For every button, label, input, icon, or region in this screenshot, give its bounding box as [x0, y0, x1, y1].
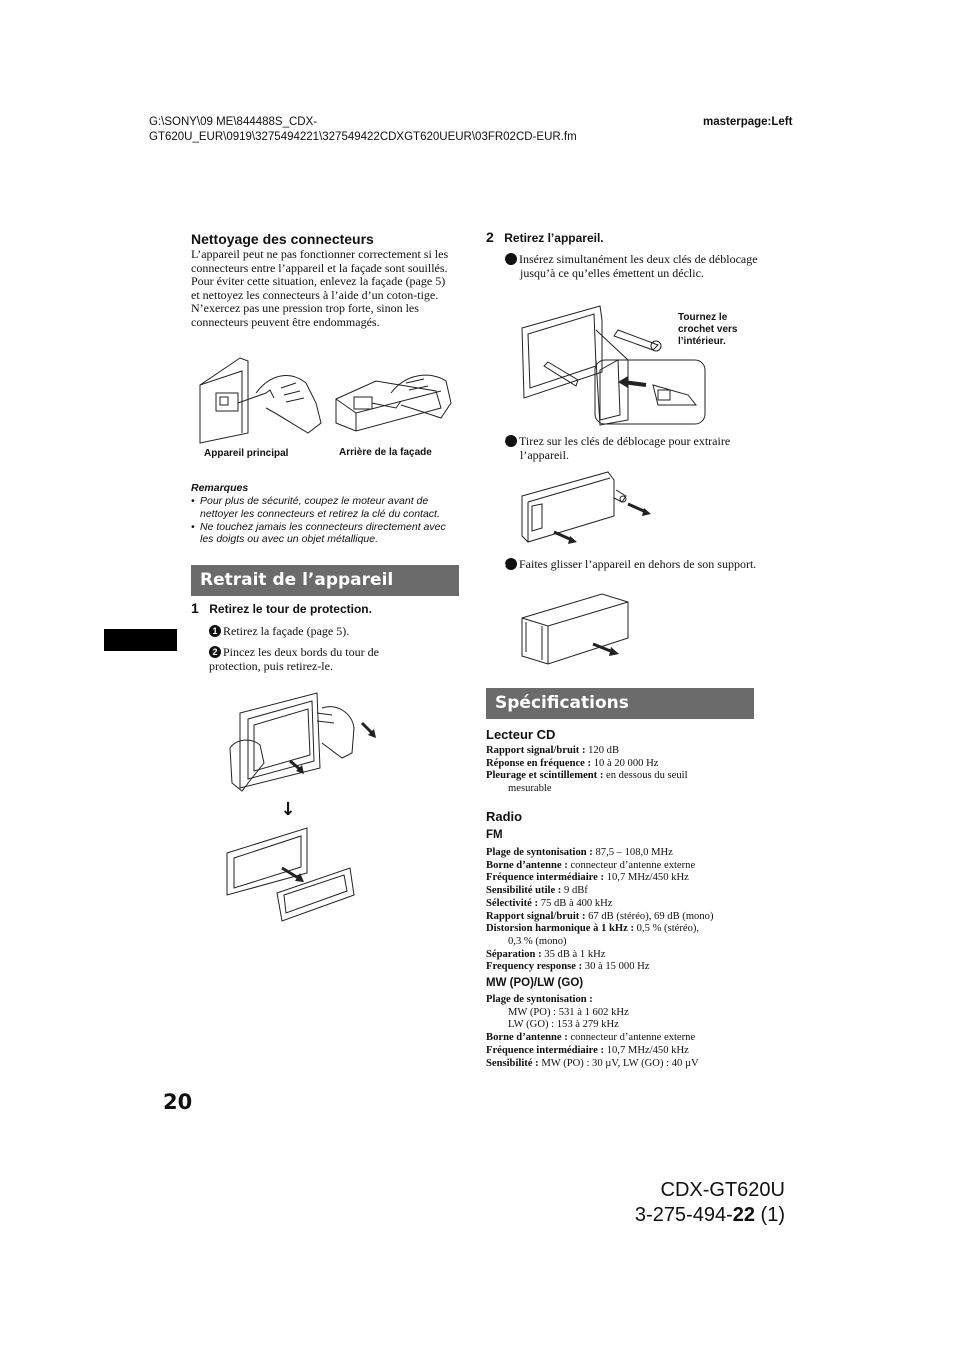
spec-line — [486, 949, 754, 962]
spec-value: 0,5 % (stéréo), — [634, 923, 700, 935]
spec-key: Réponse en fréquence : — [486, 757, 592, 769]
spec-line — [486, 994, 754, 1007]
spec-value: 120 dB — [585, 745, 620, 756]
step2-sub3-text: Faites glisser l’appareil en dehors de son support. — [519, 557, 757, 571]
spec-line — [486, 961, 754, 974]
spec-key: Frequency response : — [486, 961, 583, 973]
spec-key: Sensibilité : — [486, 1057, 539, 1069]
pull-unit-illustration — [518, 466, 658, 551]
step1-sub2 — [209, 646, 421, 673]
spec-key: Sélectivité : — [486, 897, 539, 909]
spec-key: Plage de syntonisation : — [486, 847, 593, 858]
spec-key: Pleurage et scintillement : — [486, 770, 604, 782]
cd-specs — [486, 745, 754, 796]
part-code-prefix: 3-275-494- — [634, 1204, 733, 1226]
file-path-line2: GT620U_EUR\0919\3275494221\327549422CDXGT620UEUR\03FR02CD-EUR.fm — [149, 131, 577, 143]
spec-key: Sensibilité utile : — [486, 885, 562, 897]
spec-line — [486, 745, 754, 758]
part-code-suffix: (1) — [755, 1204, 785, 1226]
fm-specs — [486, 847, 754, 974]
step1-sub1-text: Retirez la façade (page 5). — [223, 624, 350, 638]
note-text: Pour plus de sécurité, coupez le moteur avant de nettoyer les connecteurs et retirez la clé du contact. — [200, 495, 440, 520]
spec-line — [486, 885, 754, 898]
spec-key: Distorsion harmonique à 1 kHz : — [486, 923, 635, 935]
cleaning-title: Nettoyage des connecteurs — [191, 231, 374, 247]
spec-line — [486, 1032, 754, 1045]
cleaning-body: L’appareil peut ne pas fonctionner correctement si les connecteurs entre l’appareil et la façade sont souillés. Pour éviter cette situation, enlevez la façade (page 5) et nettoyez les connecteurs à l’aide d’un coton-tige. N’exercez pas une pression trop forte, sinon les connecteurs peuvent être endommagés. — [191, 247, 449, 329]
spec-key: Borne d’antenne : — [486, 1032, 568, 1044]
note-text: Ne touchez jamais les connecteurs directement avec les doigts ou avec un objet métallique. — [200, 520, 446, 546]
masterpage-label: masterpage:Left — [703, 116, 793, 128]
circled-number: 2 — [505, 435, 517, 447]
spec-value: 10,7 MHz/450 kHz — [604, 1044, 689, 1056]
spec-line — [486, 898, 754, 911]
radio-heading: Radio — [486, 809, 523, 824]
step1-number: 1 — [191, 600, 199, 616]
removal-section-heading: Retrait de l’appareil — [191, 565, 459, 596]
caption-faceplate-rear: Arrière de la façade — [339, 447, 432, 458]
step2-sub1-text: Insérez simultanément les deux clés de déblocage jusqu’à ce qu’elles émettent un déclic. — [519, 252, 758, 280]
part-code — [600, 1203, 785, 1228]
section-tab — [104, 629, 177, 651]
step1-sub1 — [209, 625, 459, 639]
spec-value: 35 dB à 1 kHz — [541, 948, 606, 960]
spec-line — [486, 758, 754, 771]
spec-continuation: 0,3 % (mono) — [508, 935, 567, 947]
spec-line — [486, 1058, 754, 1071]
file-path-line1: G:\SONY\09 ME\844488S_CDX- — [149, 116, 318, 128]
spec-line — [486, 770, 754, 783]
part-code-bold: 22 — [732, 1204, 755, 1226]
frame-removal-illustration — [222, 683, 392, 928]
step2-sub1 — [500, 252, 768, 280]
spec-key: Borne d’antenne : — [486, 859, 568, 871]
file-path — [149, 115, 709, 145]
circled-number: 3 — [505, 558, 517, 570]
step1-sub2-text: Pincez les deux bords du tour de protection, puis retirez-le. — [209, 645, 379, 673]
spec-value: 75 dB à 400 kHz — [538, 897, 613, 909]
fm-heading: FM — [486, 829, 503, 841]
cleaning-illustration — [196, 353, 456, 448]
step2-sub2 — [500, 434, 768, 462]
spec-value: connecteur d’antenne externe — [567, 1032, 696, 1044]
circled-number: 2 — [209, 646, 221, 658]
spec-value: en dessous du seuil — [603, 770, 688, 782]
callout-turn-hook: Tournez le crochet vers l’intérieur. — [678, 312, 738, 347]
spec-value: MW (PO) : 30 µV, LW (GO) : 40 µV — [538, 1057, 699, 1069]
circled-number: 1 — [505, 253, 517, 265]
spec-value: 87,5 – 108,0 MHz — [592, 847, 673, 858]
note-item: • Ne touchez jamais les connecteurs directement avec les doigts ou avec un objet métallique. — [191, 521, 461, 547]
circled-number: 1 — [209, 625, 221, 637]
spec-value: 9 dBf — [561, 885, 588, 897]
model-block — [600, 1178, 785, 1228]
note-item: • Pour plus de sécurité, coupez le moteur avant de nettoyer les connecteurs et retirez la clé du contact. — [191, 495, 461, 521]
spec-continuation: LW (GO) : 153 à 279 kHz — [508, 1019, 619, 1031]
spec-continuation: MW (PO) : 531 à 1 602 kHz — [508, 1006, 629, 1018]
spec-value: connecteur d’antenne externe — [567, 859, 696, 871]
spec-value: 67 dB (stéréo), 69 dB (mono) — [585, 910, 714, 922]
spec-value: 30 à 15 000 Hz — [582, 961, 650, 973]
spec-key: Fréquence intermédiaire : — [486, 872, 605, 884]
cd-player-heading: Lecteur CD — [486, 727, 556, 742]
svg-text:↓: ↓ — [280, 799, 296, 820]
specs-section-heading: Spécifications — [486, 688, 754, 719]
spec-continuation: mesurable — [508, 783, 552, 795]
notes-list — [191, 495, 461, 546]
spec-line — [486, 923, 754, 936]
spec-line — [486, 860, 754, 873]
spec-key: Rapport signal/bruit : — [486, 910, 586, 922]
step1-heading — [191, 600, 372, 618]
spec-value: 10,7 MHz/450 kHz — [604, 872, 689, 884]
mw-lw-specs — [486, 994, 754, 1070]
model-name: CDX-GT620U — [660, 1179, 785, 1201]
spec-value: 10 à 20 000 Hz — [591, 757, 659, 769]
slide-out-illustration — [518, 588, 638, 670]
notes-title: Remarques — [191, 482, 249, 494]
mw-lw-heading: MW (PO)/LW (GO) — [486, 977, 584, 989]
spec-key: Fréquence intermédiaire : — [486, 1044, 605, 1056]
spec-line — [486, 847, 754, 860]
spec-line — [486, 911, 754, 924]
step2-heading — [486, 229, 604, 247]
step2-sub3 — [500, 557, 768, 572]
spec-line — [486, 872, 754, 885]
spec-key: Rapport signal/bruit : — [486, 745, 586, 756]
spec-key: Séparation : — [486, 948, 542, 960]
step2-sub2-text: Tirez sur les clés de déblocage pour extraire l’appareil. — [519, 434, 731, 462]
spec-line — [486, 1045, 754, 1058]
caption-main-unit: Appareil principal — [204, 448, 289, 459]
step1-title: Retirez le tour de protection. — [209, 602, 372, 616]
page-number: 20 — [163, 1090, 193, 1114]
step2-title: Retirez l’appareil. — [504, 231, 604, 245]
spec-key: Plage de syntonisation : — [486, 994, 593, 1005]
step2-number: 2 — [486, 229, 494, 245]
